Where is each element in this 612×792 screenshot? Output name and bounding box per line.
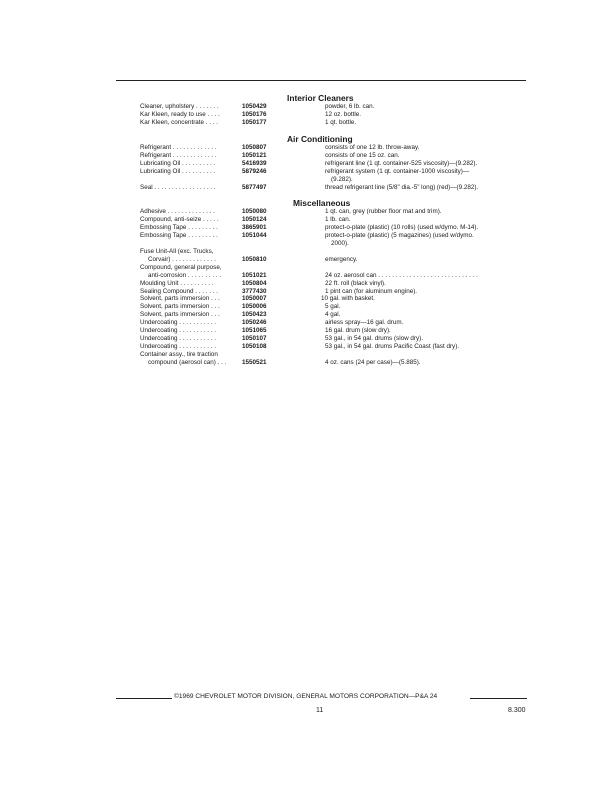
parts-row (0, 280, 612, 288)
section-title: Interior Cleaners (287, 93, 354, 103)
part-name: Compound, anti-seize . . . . . (140, 215, 219, 223)
parts-row (0, 152, 612, 160)
part-name: Kar Kleen, ready to use . . . . (140, 111, 220, 118)
part-name: Corvair) . . . . . . . . . . . . . (148, 255, 216, 263)
footer (0, 692, 612, 702)
parts-row (0, 264, 612, 272)
part-description: airless spray—16 gal. drum. (325, 319, 404, 327)
parts-row (0, 311, 612, 319)
part-description: 4 oz. cans (24 per case)—(5.885). (325, 359, 421, 367)
part-name: Solvent, parts immersion . . . (140, 311, 220, 319)
parts-row (0, 240, 612, 248)
parts-row (0, 335, 612, 343)
part-number: 1050007 (242, 295, 267, 303)
part-description: refrigerant system (1 qt. container-1000 viscosity)— (325, 167, 470, 175)
parts-row (0, 232, 612, 240)
part-number: 5877497 (242, 183, 267, 191)
parts-row (0, 288, 612, 296)
parts-row (0, 119, 612, 127)
part-number: 1051021 (242, 271, 267, 279)
parts-row (0, 184, 612, 192)
top-rule (116, 80, 526, 81)
part-description: 53 gal., in 54 gal. drums (slow dry). (325, 335, 423, 343)
part-description: 2000). (331, 239, 349, 247)
part-description: refrigerant line (1 qt. container-525 viscosity)—(9.282). (325, 159, 478, 167)
part-name: Sealing Compound . . . . . . . (140, 287, 219, 295)
parts-row (0, 319, 612, 327)
part-name: Moulding Unit . . . . . . . . . . (140, 279, 214, 287)
part-name: Lubricating Oil . . . . . . . . . . (140, 159, 216, 167)
page-reference: 8.300 (508, 707, 526, 714)
part-name: Adhesive . . . . . . . . . . . . . . (140, 208, 215, 215)
part-number: 1050807 (242, 144, 267, 151)
part-name: Container assy., tire traction (140, 351, 218, 359)
part-number: 1050177 (242, 118, 267, 126)
part-name: Undercoating . . . . . . . . . . . (140, 319, 216, 327)
parts-row (0, 295, 612, 303)
part-number: 1050810 (242, 255, 267, 263)
parts-row (0, 160, 612, 168)
part-name: Kar Kleen, concentrate . . . . (140, 118, 219, 126)
part-description: consists of one 15 oz. can. (325, 151, 400, 159)
section-title: Miscellaneous (293, 198, 351, 208)
page-number: 11 (316, 707, 324, 714)
part-number: 1050124 (242, 215, 267, 223)
part-description: powder, 6 lb. can. (325, 103, 375, 110)
parts-row (0, 216, 612, 224)
footer-copyright: ©1969 CHEVROLET MOTOR DIVISION, GENERAL MOTORS CORPORATION—P&A 24 (174, 693, 438, 700)
part-number: 1050804 (242, 279, 267, 287)
parts-row (0, 327, 612, 335)
part-name: compound (aerosol can) . . . (148, 359, 227, 367)
part-name: Fuse Unit-All (exc. Trucks, (140, 247, 214, 255)
part-description: protect-o-plate (plastic) (5 magazines) (used w/dymo. (325, 231, 474, 239)
parts-row (0, 224, 612, 232)
part-number: 3777430 (242, 287, 267, 295)
part-number: 1051044 (242, 231, 267, 239)
part-description: (9.282). (331, 175, 353, 183)
footer-rule-left (116, 698, 172, 699)
part-number: 1050429 (242, 103, 267, 110)
part-number: 3865901 (242, 223, 267, 231)
part-description: 4 gal. (325, 311, 341, 319)
parts-row (0, 359, 612, 367)
part-name: Refrigerant . . . . . . . . . . . . . (140, 151, 217, 159)
part-description: thread refrigerant line (5/8" dia.-5" long) (red)—(9.282). (325, 183, 479, 191)
parts-row (0, 168, 612, 176)
part-number: 1550521 (242, 359, 267, 367)
part-number: 1050423 (242, 311, 267, 319)
part-number: 1050006 (242, 303, 267, 311)
part-number: 1051065 (242, 327, 267, 335)
parts-row (0, 111, 612, 119)
part-name: Solvent, parts immersion . . . (140, 295, 220, 303)
part-number: 5416939 (242, 159, 267, 167)
part-name: Solvent, parts immersion . . . (140, 303, 220, 311)
parts-row (0, 103, 612, 111)
parts-row (0, 351, 612, 359)
parts-row (0, 303, 612, 311)
part-name: Lubricating Oil . . . . . . . . . . (140, 167, 216, 175)
part-description: 12 oz. bottle. (325, 111, 362, 118)
part-description: 1 lb. can. (325, 215, 351, 223)
part-description: 53 gal., in 54 gal. drums Pacific Coast (fast dry). (325, 343, 460, 351)
parts-row (0, 256, 612, 264)
part-name: Embossing Tape . . . . . . . . . (140, 231, 218, 239)
part-description: emergency. (325, 255, 358, 263)
parts-row (0, 208, 612, 216)
part-description: 24 oz. aerosol can . . . . . . . . . . . . . . . . . . . . . . . . . . . . . (325, 271, 478, 279)
part-description: 5 gal. (325, 303, 341, 311)
part-name: Refrigerant . . . . . . . . . . . . . (140, 144, 217, 151)
parts-row (0, 272, 612, 280)
part-name: Cleaner, upholstery . . . . . . . (140, 103, 219, 110)
parts-row (0, 176, 612, 184)
part-description: protect-o-plate (plastic) (10 rolls) (used w/dymo. M-14). (325, 223, 479, 231)
parts-row (0, 144, 612, 152)
part-description: 1 pint can (for aluminum engine). (325, 287, 418, 295)
part-name: Undercoating . . . . . . . . . . . (140, 343, 216, 351)
part-number: 5879246 (242, 167, 267, 175)
part-number: 1050107 (242, 335, 267, 343)
parts-row (0, 343, 612, 351)
part-name: anti-corrosion . . . . . . . . . . (148, 271, 222, 279)
part-description: consists of one 12 lb. throw-away. (325, 144, 420, 151)
parts-row (0, 248, 612, 256)
part-number: 1050176 (242, 111, 267, 118)
part-number: 1050121 (242, 151, 267, 159)
section-title: Air Conditioning (287, 134, 353, 144)
part-description: 10 gal. with basket. (321, 295, 375, 303)
part-name: Compound, general purpose, (140, 263, 222, 271)
part-name: Embossing Tape . . . . . . . . . (140, 223, 218, 231)
part-description: 22 ft. roll (black vinyl). (325, 279, 386, 287)
part-name: Seal . . . . . . . . . . . . . . . . . . (140, 183, 216, 191)
part-number: 1050080 (242, 208, 267, 215)
part-description: 1 qt. can, grey (rubber floor mat and trim). (325, 208, 442, 215)
part-name: Undercoating . . . . . . . . . . . (140, 327, 216, 335)
part-description: 16 gal. drum (slow dry). (325, 327, 391, 335)
part-number: 1050246 (242, 319, 267, 327)
part-number: 1050108 (242, 343, 267, 351)
footer-rule-right (470, 698, 527, 699)
part-name: Undercoating . . . . . . . . . . . (140, 335, 216, 343)
part-description: 1 qt. bottle. (325, 118, 357, 126)
